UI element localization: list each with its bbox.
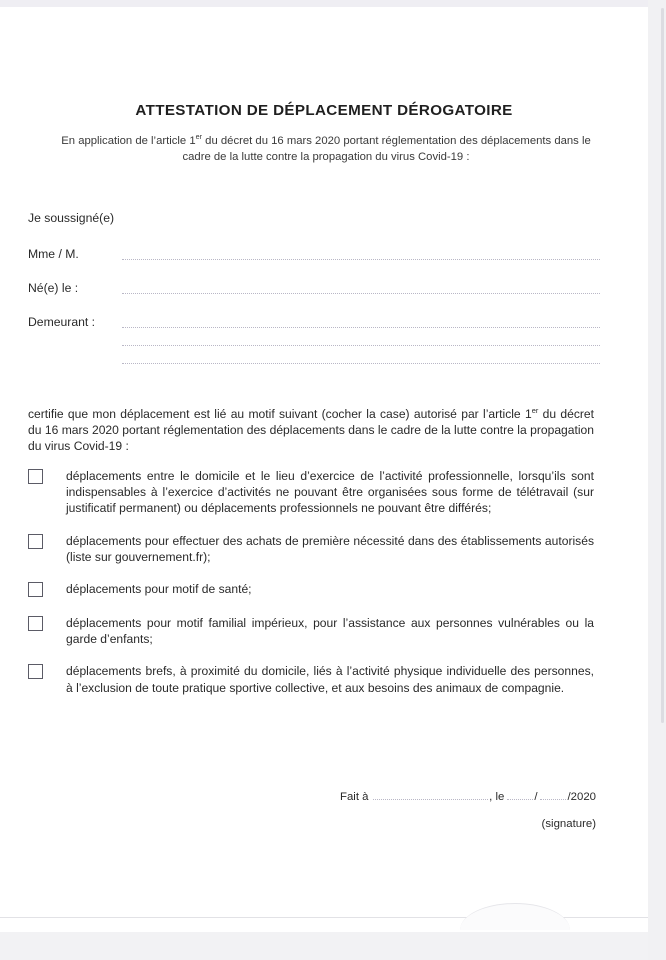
- motif-item[interactable]: [28, 663, 594, 695]
- address-label: Demeurant :: [28, 315, 96, 329]
- date-year: /2020: [567, 791, 596, 803]
- viewer-right-gutter: [648, 0, 666, 960]
- motif-item[interactable]: [28, 468, 594, 517]
- motif-item[interactable]: [28, 581, 594, 599]
- motif-label: déplacements brefs, à proximité du domicile, liés à l’activité physique individuelle des personnes, à l’exclusion de toute pratique sportive collective, et aux besoins des animaux de compagnie.: [66, 664, 594, 695]
- name-input-line[interactable]: [122, 259, 600, 260]
- document-subtitle: [52, 133, 600, 165]
- checkbox-motif-3[interactable]: [28, 582, 43, 597]
- vertical-scrollbar[interactable]: [661, 8, 664, 723]
- place-date-line: [340, 789, 596, 805]
- attestation-document: [0, 7, 648, 932]
- name-label: Mme / M.: [28, 247, 79, 261]
- checkbox-motif-1[interactable]: [28, 469, 43, 484]
- name-row: [28, 246, 600, 280]
- date-month-input[interactable]: [540, 789, 566, 800]
- date-label: , le: [489, 791, 505, 803]
- certification-ordinal-suffix: er: [531, 405, 539, 415]
- next-page-curl: [460, 903, 570, 930]
- undersigned-label: Je soussigné(e): [28, 211, 115, 225]
- address-input-line-3[interactable]: [122, 363, 600, 364]
- place-label: Fait à: [340, 791, 369, 803]
- place-input-line[interactable]: [373, 789, 489, 800]
- certification-paragraph: [28, 406, 594, 455]
- viewer-top-strip: [0, 0, 648, 7]
- checkbox-motif-4[interactable]: [28, 616, 43, 631]
- motif-item[interactable]: [28, 533, 594, 565]
- certification-text-after: du décret du 16 mars 2020 portant réglementation des déplacements dans le cadre de la lutte contre la propagation du virus Covid-19 :: [28, 407, 594, 454]
- page-title: ATTESTATION DE DÉPLACEMENT DÉROGATOIRE: [135, 102, 513, 119]
- signature-note: (signature): [541, 818, 596, 830]
- motifs-list: [28, 468, 594, 712]
- signature-block: [340, 789, 596, 832]
- motif-label: déplacements pour motif familial impérieux, pour l’assistance aux personnes vulnérables ou la garde d’enfants;: [66, 616, 594, 647]
- motif-label: déplacements pour motif de santé;: [66, 582, 252, 597]
- motif-item[interactable]: [28, 615, 594, 647]
- address-input-line-1[interactable]: [122, 327, 600, 328]
- checkbox-motif-2[interactable]: [28, 534, 43, 549]
- subtitle-text-before: En application de l’article 1: [61, 135, 196, 147]
- address-input-line-2[interactable]: [122, 345, 600, 346]
- birthdate-input-line[interactable]: [122, 293, 600, 294]
- motif-label: déplacements pour effectuer des achats de première nécessité dans des établissements autorisés (liste sur gouvernement.fr);: [66, 533, 594, 564]
- date-separator: /: [534, 791, 538, 803]
- certification-text-before: certifie que mon déplacement est lié au motif suivant (cocher la case) autorisé par l’article 1: [28, 407, 532, 421]
- subtitle-ordinal-suffix: er: [195, 132, 203, 142]
- birthdate-row: [28, 280, 600, 314]
- identity-fields: [28, 210, 600, 348]
- checkbox-motif-5[interactable]: [28, 664, 43, 679]
- address-row: [28, 314, 600, 348]
- motif-label: déplacements entre le domicile et le lieu d’exercice de l’activité professionnelle, lorsqu’ils sont indispensables à l’exercice d’activités ne pouvant être organisées sous forme de télétravail (sur justificatif permanent) ou déplacements professionnels ne pouvant être différés;: [66, 469, 594, 516]
- subtitle-text-after: du décret du 16 mars 2020 portant réglementation des déplacements dans le cadre de la lutte contre la propagation du virus Covid-19 :: [182, 135, 591, 163]
- date-day-input[interactable]: [507, 789, 533, 800]
- birthdate-label: Né(e) le :: [28, 281, 79, 295]
- undersigned-row: [28, 210, 600, 246]
